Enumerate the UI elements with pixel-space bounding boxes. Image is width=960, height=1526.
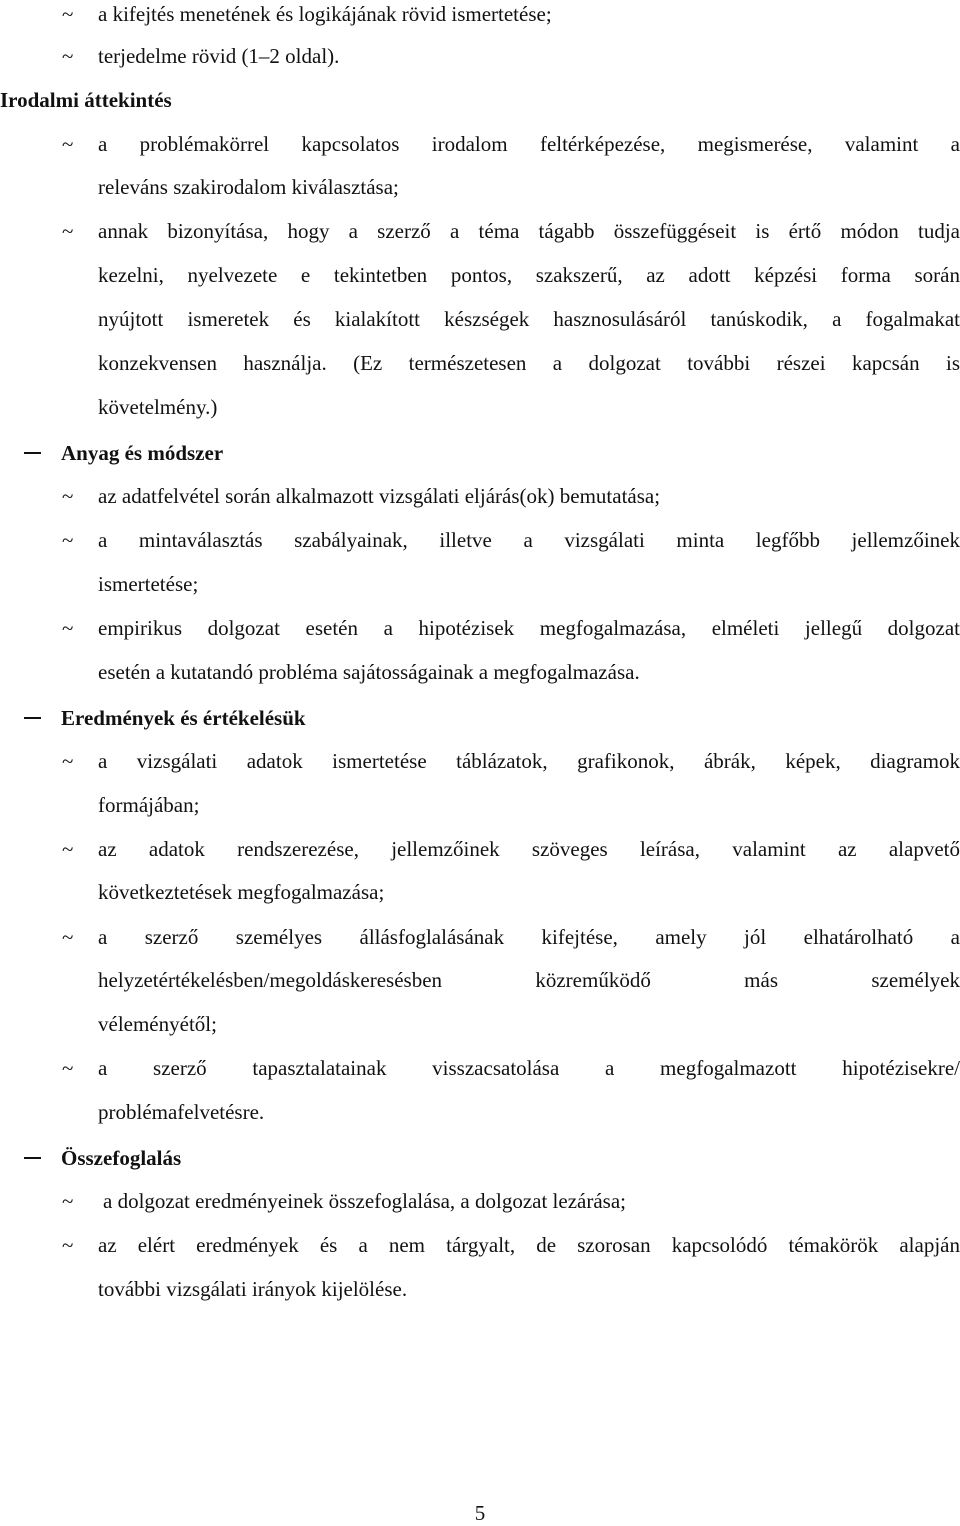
list-item (0, 836, 960, 862)
list-item-text: releváns szakirodalom kiválasztása; (98, 175, 399, 199)
list-item-text: ismertetése; (98, 572, 199, 596)
dash-bullet (24, 1157, 41, 1159)
tilde-bullet: ~ (62, 616, 74, 640)
page-number: 5 (474, 1501, 486, 1525)
tilde-bullet: ~ (62, 1189, 74, 1213)
tilde-bullet: ~ (62, 528, 74, 552)
dash-bullet (24, 717, 41, 719)
list-item-text: a mintaválasztás szabályainak, illetve a vizsgálati minta legfőbb jellemzőinek (98, 528, 960, 552)
list-item-continuation (0, 1276, 960, 1302)
tilde-bullet: ~ (62, 1056, 74, 1080)
list-item-continuation (0, 1099, 960, 1125)
list-item-continuation (0, 350, 960, 376)
list-item-text: következtetések megfogalmazása; (98, 880, 385, 904)
section-heading-text: Eredmények és értékelésük (61, 706, 306, 730)
list-item (0, 1188, 960, 1214)
list-item-text: empirikus dolgozat esetén a hipotézisek megfogalmazása, elméleti jellegű dolgozat (98, 616, 960, 640)
list-item-text: esetén a kutatandó probléma sajátosságainak a megfogalmazása. (98, 660, 640, 684)
list-item-text: további vizsgálati irányok kijelölése. (98, 1277, 408, 1301)
list-item-continuation (0, 394, 960, 420)
list-item-text: a problémakörrel kapcsolatos irodalom feltérképezése, megismerése, valamint a (98, 132, 960, 156)
list-item-text: az adatok rendszerezése, jellemzőinek szöveges leírása, valamint az alapvető (98, 837, 960, 861)
tilde-bullet: ~ (62, 2, 74, 26)
list-item-continuation (0, 571, 960, 597)
list-item-continuation (0, 967, 960, 993)
list-item-text: a szerző tapasztalatainak visszacsatolása a megfogalmazott hipotézisekre/ (98, 1056, 960, 1080)
tilde-bullet: ~ (62, 1233, 74, 1257)
list-item (0, 131, 960, 157)
list-item-continuation (0, 792, 960, 818)
list-item-continuation (0, 659, 960, 685)
list-item-text: terjedelme rövid (1–2 oldal). (98, 44, 340, 68)
list-item-continuation (0, 262, 960, 288)
list-item (0, 43, 960, 69)
list-item (0, 924, 960, 950)
list-item-text: a szerző személyes állásfoglalásának kifejtése, amely jól elhatárolható a (98, 925, 960, 949)
list-item (0, 1232, 960, 1258)
section-heading-irodalmi (0, 87, 960, 113)
list-item (0, 483, 960, 509)
list-item-continuation (0, 306, 960, 332)
list-item-text: követelmény.) (98, 395, 218, 419)
list-item (0, 1, 960, 27)
section-heading-text: Összefoglalás (61, 1146, 182, 1170)
list-item (0, 527, 960, 553)
section-heading-osszefoglalas (0, 1145, 960, 1171)
tilde-bullet: ~ (62, 219, 74, 243)
list-item (0, 748, 960, 774)
list-item-text: a dolgozat eredményeinek összefoglalása, a dolgozat lezárása; (103, 1189, 627, 1213)
section-heading-text: Irodalmi áttekintés (0, 88, 172, 112)
list-item-text: helyzetértékelésben/megoldáskeresésben közreműködő más személyek (98, 968, 960, 992)
list-item-text: nyújtott ismeretek és kialakított készségek hasznosulásáról tanúskodik, a fogalmakat (98, 307, 960, 331)
section-heading-text: Anyag és módszer (61, 441, 224, 465)
section-heading-eredmenyek (0, 705, 960, 731)
list-item-text: a kifejtés menetének és logikájának rövid ismertetése; (98, 2, 552, 26)
list-item (0, 615, 960, 641)
section-heading-anyag (0, 440, 960, 466)
list-item-continuation (0, 879, 960, 905)
tilde-bullet: ~ (62, 925, 74, 949)
list-item-text: véleményétől; (98, 1012, 217, 1036)
tilde-bullet: ~ (62, 484, 74, 508)
list-item-text: formájában; (98, 793, 200, 817)
list-item-continuation (0, 1011, 960, 1037)
list-item-text: kezelni, nyelvezete e tekintetben pontos, szakszerű, az adott képzési forma során (98, 263, 960, 287)
tilde-bullet: ~ (62, 132, 74, 156)
list-item-text: konzekvensen használja. (Ez természetesen a dolgozat további részei kapcsán is (98, 351, 960, 375)
list-item-text: az elért eredmények és a nem tárgyalt, de szorosan kapcsolódó témakörök alapján (98, 1233, 960, 1257)
list-item-text: a vizsgálati adatok ismertetése táblázatok, grafikonok, ábrák, képek, diagramok (98, 749, 960, 773)
tilde-bullet: ~ (62, 749, 74, 773)
list-item-text: annak bizonyítása, hogy a szerző a téma tágabb összefüggéseit is értő módon tudja (98, 219, 960, 243)
tilde-bullet: ~ (62, 837, 74, 861)
list-item (0, 218, 960, 244)
list-item-text: problémafelvetésre. (98, 1100, 265, 1124)
tilde-bullet: ~ (62, 44, 74, 68)
list-item-continuation (0, 174, 960, 200)
list-item-text: az adatfelvétel során alkalmazott vizsgálati eljárás(ok) bemutatása; (98, 484, 661, 508)
dash-bullet (24, 452, 41, 454)
list-item (0, 1055, 960, 1081)
